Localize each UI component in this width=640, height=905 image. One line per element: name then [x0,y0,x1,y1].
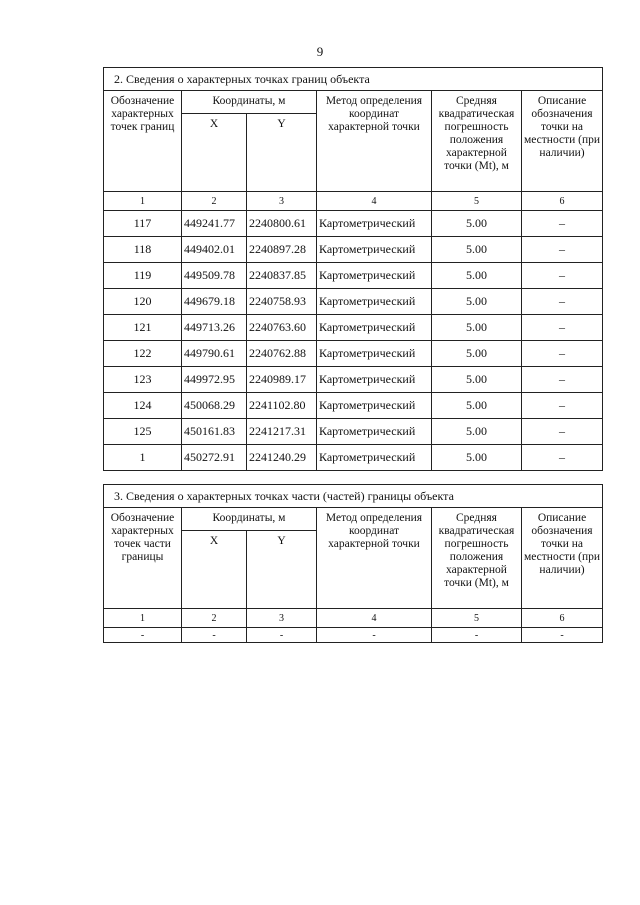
point-cell: 124 [104,393,182,419]
header-x: X [182,531,247,609]
y-cell: 2240758.93 [247,289,317,315]
section-title: 2. Сведения о характерных точках границ объекта [104,68,603,91]
header-method: Метод определения координат характерной точки [317,91,432,192]
description-cell: – [522,341,603,367]
header-designation: Обозначение характерных точек части границы [104,508,182,609]
y-cell: 2240762.88 [247,341,317,367]
table-row [104,445,603,471]
x-cell: - [182,628,247,643]
method-cell: Картометрический [317,263,432,289]
column-number: 3 [247,609,317,628]
header-coordinates: Координаты, м [182,91,317,114]
method-cell: Картометрический [317,237,432,263]
table-row [104,237,603,263]
method-cell: Картометрический [317,341,432,367]
column-number: 6 [522,192,603,211]
column-numbers-row [104,609,603,628]
header-error: Средняя квадратическая погрешность положения характерной точки (Mt), м [432,508,522,609]
description-cell: – [522,289,603,315]
description-cell: – [522,367,603,393]
y-cell: 2241217.31 [247,419,317,445]
description-cell: – [522,419,603,445]
header-y: Y [247,531,317,609]
y-cell: 2240897.28 [247,237,317,263]
error-cell: 5.00 [432,289,522,315]
description-cell: – [522,393,603,419]
x-cell: 449509.78 [182,263,247,289]
method-cell: Картометрический [317,315,432,341]
method-cell: Картометрический [317,211,432,237]
method-cell: Картометрический [317,367,432,393]
method-cell: Картометрический [317,445,432,471]
point-cell: 125 [104,419,182,445]
x-cell: 450272.91 [182,445,247,471]
error-cell: 5.00 [432,237,522,263]
header-description: Описание обозначения точки на местности (при наличии) [522,508,603,609]
x-cell: 450068.29 [182,393,247,419]
x-cell: 450161.83 [182,419,247,445]
error-cell: 5.00 [432,419,522,445]
error-cell: 5.00 [432,445,522,471]
point-cell: - [104,628,182,643]
point-cell: 123 [104,367,182,393]
header-description: Описание обозначения точки на местности (при наличии) [522,91,603,192]
method-cell: Картометрический [317,393,432,419]
description-cell: – [522,445,603,471]
column-number: 2 [182,609,247,628]
error-cell: - [432,628,522,643]
description-cell: – [522,315,603,341]
y-cell: - [247,628,317,643]
table-row [104,263,603,289]
header-coordinates: Координаты, м [182,508,317,531]
error-cell: 5.00 [432,341,522,367]
part-boundary-points-table [103,484,603,643]
column-number: 6 [522,609,603,628]
column-number: 5 [432,192,522,211]
column-number: 1 [104,609,182,628]
boundary-points-table [103,67,603,471]
column-number: 5 [432,609,522,628]
column-number: 2 [182,192,247,211]
column-number: 4 [317,609,432,628]
table-row [104,211,603,237]
header-error: Средняя квадратическая погрешность положения характерной точки (Mt), м [432,91,522,192]
error-cell: 5.00 [432,315,522,341]
error-cell: 5.00 [432,211,522,237]
description-cell: – [522,237,603,263]
x-cell: 449790.61 [182,341,247,367]
y-cell: 2240800.61 [247,211,317,237]
point-cell: 1 [104,445,182,471]
method-cell: - [317,628,432,643]
description-cell: - [522,628,603,643]
column-number: 1 [104,192,182,211]
y-cell: 2240837.85 [247,263,317,289]
description-cell: – [522,263,603,289]
table-row [104,341,603,367]
error-cell: 5.00 [432,393,522,419]
point-cell: 119 [104,263,182,289]
section-title: 3. Сведения о характерных точках части (частей) границы объекта [104,485,603,508]
column-number: 4 [317,192,432,211]
error-cell: 5.00 [432,263,522,289]
x-cell: 449402.01 [182,237,247,263]
table-row [104,419,603,445]
header-designation: Обозначение характерных точек границ [104,91,182,192]
table-row [104,289,603,315]
column-numbers-row [104,192,603,211]
column-number: 3 [247,192,317,211]
header-x: X [182,114,247,192]
method-cell: Картометрический [317,289,432,315]
point-cell: 122 [104,341,182,367]
y-cell: 2240763.60 [247,315,317,341]
y-cell: 2241102.80 [247,393,317,419]
description-cell: – [522,211,603,237]
y-cell: 2240989.17 [247,367,317,393]
point-cell: 121 [104,315,182,341]
x-cell: 449679.18 [182,289,247,315]
point-cell: 118 [104,237,182,263]
table-row [104,315,603,341]
x-cell: 449241.77 [182,211,247,237]
table-row [104,367,603,393]
x-cell: 449713.26 [182,315,247,341]
y-cell: 2241240.29 [247,445,317,471]
point-cell: 120 [104,289,182,315]
x-cell: 449972.95 [182,367,247,393]
method-cell: Картометрический [317,419,432,445]
point-cell: 117 [104,211,182,237]
header-y: Y [247,114,317,192]
error-cell: 5.00 [432,367,522,393]
table-row [104,628,603,643]
header-method: Метод определения координат характерной точки [317,508,432,609]
page-number: 9 [316,44,324,59]
table-row [104,393,603,419]
